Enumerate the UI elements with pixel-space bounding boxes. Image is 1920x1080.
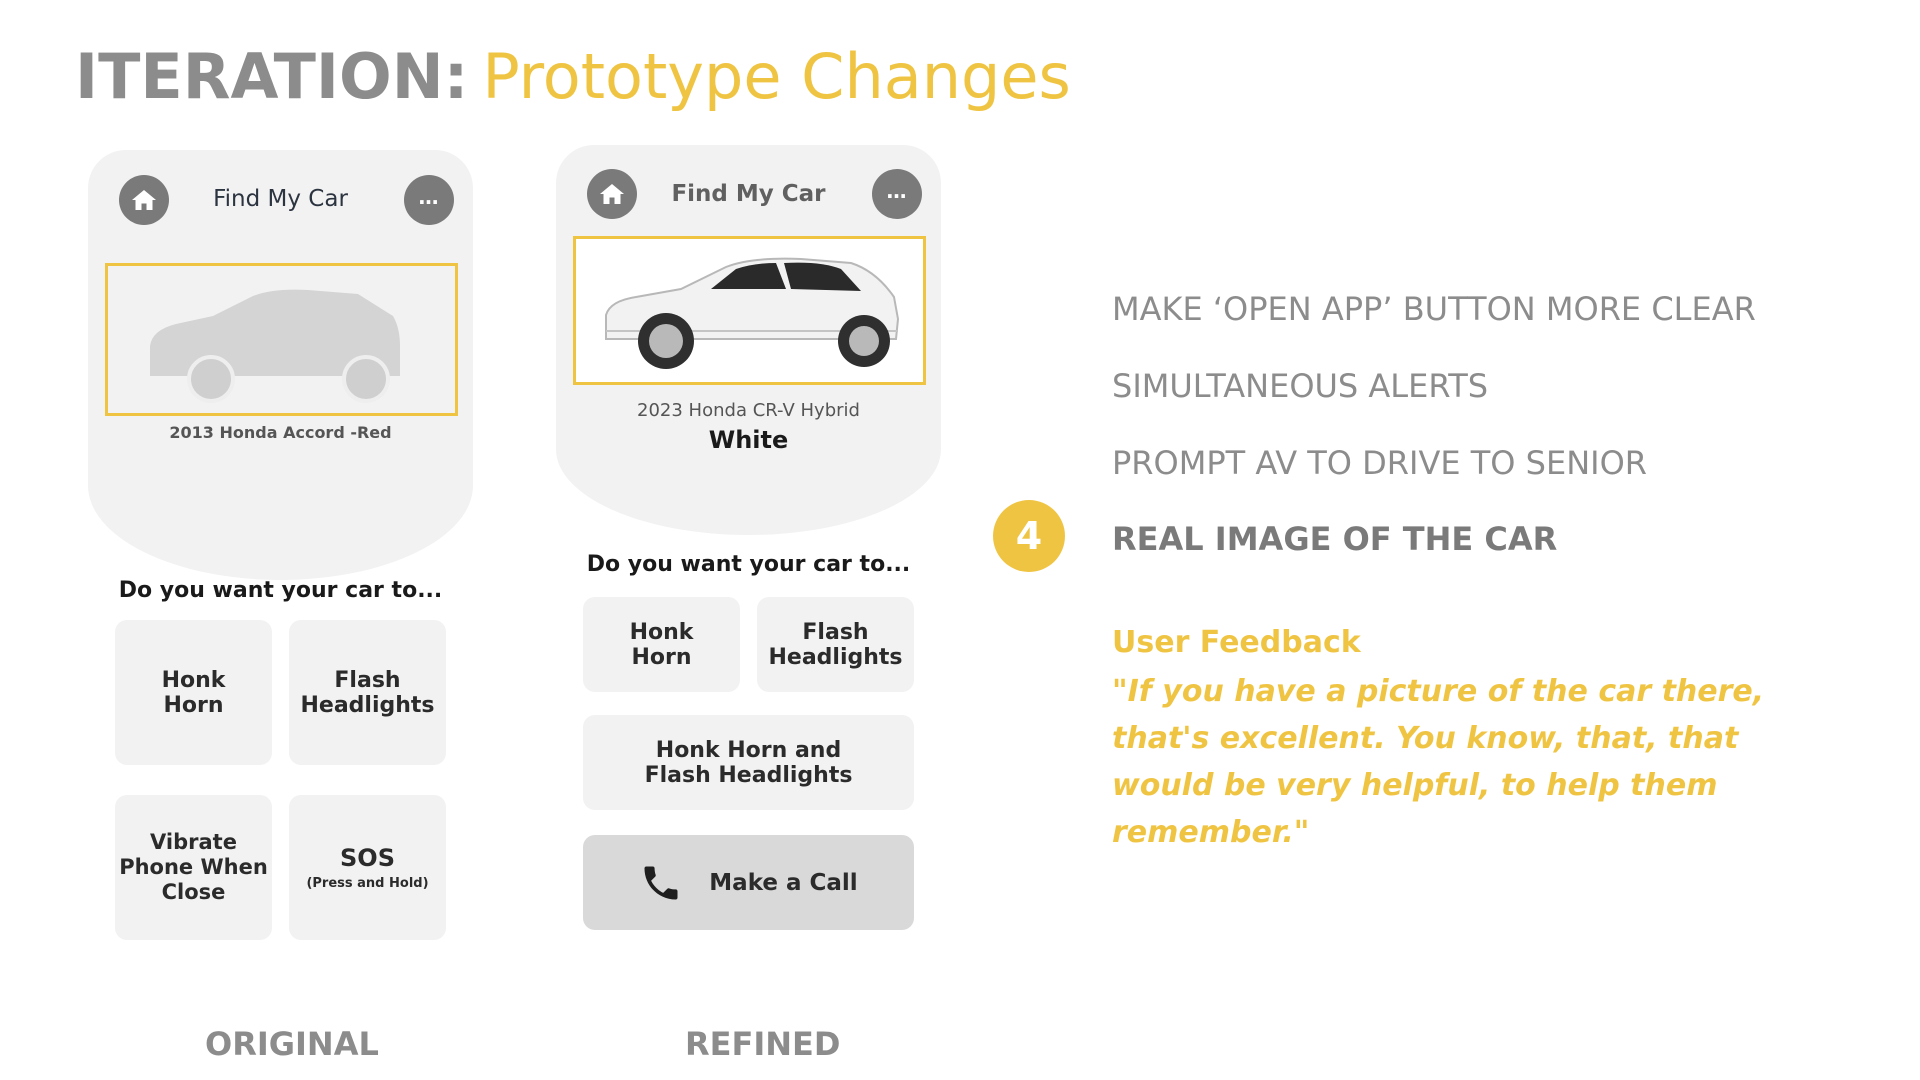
original-sos-sublabel: (Press and Hold) — [306, 876, 429, 891]
refined-honk-horn-button[interactable] — [583, 597, 740, 692]
original-header-title: Find My Car — [213, 186, 348, 212]
refined-make-call-label: Make a Call — [709, 869, 858, 896]
refined-question: Do you want your car to... — [586, 552, 911, 577]
refined-car-photo-frame — [573, 236, 926, 385]
original-vibrate-phone-button[interactable] — [115, 795, 272, 940]
original-flash-headlights-label: Flash Headlights — [300, 667, 435, 718]
original-flash-headlights-button[interactable] — [289, 620, 446, 765]
user-feedback-label: User Feedback — [1112, 625, 1361, 660]
original-phone-mockup — [88, 150, 473, 950]
original-honk-horn-label: Honk Horn — [161, 667, 226, 718]
refined-flash-headlights-label: Flash Headlights — [768, 619, 903, 670]
refined-flash-headlights-button[interactable] — [757, 597, 914, 692]
title-main: Prototype Changes — [482, 40, 1071, 113]
change-item-4-active: REAL IMAGE OF THE CAR — [1112, 520, 1558, 558]
refined-honk-and-flash-label: Honk Horn and Flash Headlights — [644, 737, 853, 788]
car-photo-image — [576, 239, 923, 382]
refined-phone-mockup — [556, 145, 941, 945]
refined-honk-horn-label: Honk Horn — [629, 619, 694, 670]
original-sos-button[interactable] — [289, 795, 446, 940]
more-dots-icon: … — [886, 179, 908, 203]
original-caption: ORIGINAL — [205, 1025, 379, 1063]
refined-header-title: Find My Car — [671, 181, 826, 207]
original-question: Do you want your car to... — [118, 578, 443, 603]
original-car-name: 2013 Honda Accord -Red — [169, 423, 392, 442]
more-dots-icon: … — [418, 185, 440, 209]
active-change-number-badge: 4 — [993, 500, 1065, 572]
change-item-1: MAKE ‘OPEN APP’ BUTTON MORE CLEAR — [1112, 290, 1756, 328]
original-car-frame — [105, 263, 458, 416]
user-feedback-quote: "If you have a picture of the car there, that's excellent. You know, that, that would be very helpful, to help them remember." — [1112, 674, 1765, 850]
original-vibrate-phone-label: Vibrate Phone When Close — [119, 830, 268, 904]
original-honk-horn-button[interactable] — [115, 620, 272, 765]
change-item-2: SIMULTANEOUS ALERTS — [1112, 367, 1489, 405]
original-more-button[interactable] — [404, 175, 454, 225]
refined-caption: REFINED — [685, 1025, 841, 1063]
refined-car-color: White — [708, 426, 789, 454]
refined-make-call-button[interactable] — [583, 835, 914, 930]
car-silhouette-icon — [108, 266, 455, 413]
refined-more-button[interactable] — [872, 169, 922, 219]
original-sos-label: SOS — [340, 844, 395, 872]
title-prefix: ITERATION: — [75, 40, 469, 113]
change-item-3: PROMPT AV TO DRIVE TO SENIOR — [1112, 444, 1647, 482]
refined-honk-and-flash-button[interactable] — [583, 715, 914, 810]
slide-title — [75, 38, 1071, 116]
phone-icon — [639, 861, 683, 905]
refined-car-model: 2023 Honda CR-V Hybrid — [637, 400, 860, 421]
